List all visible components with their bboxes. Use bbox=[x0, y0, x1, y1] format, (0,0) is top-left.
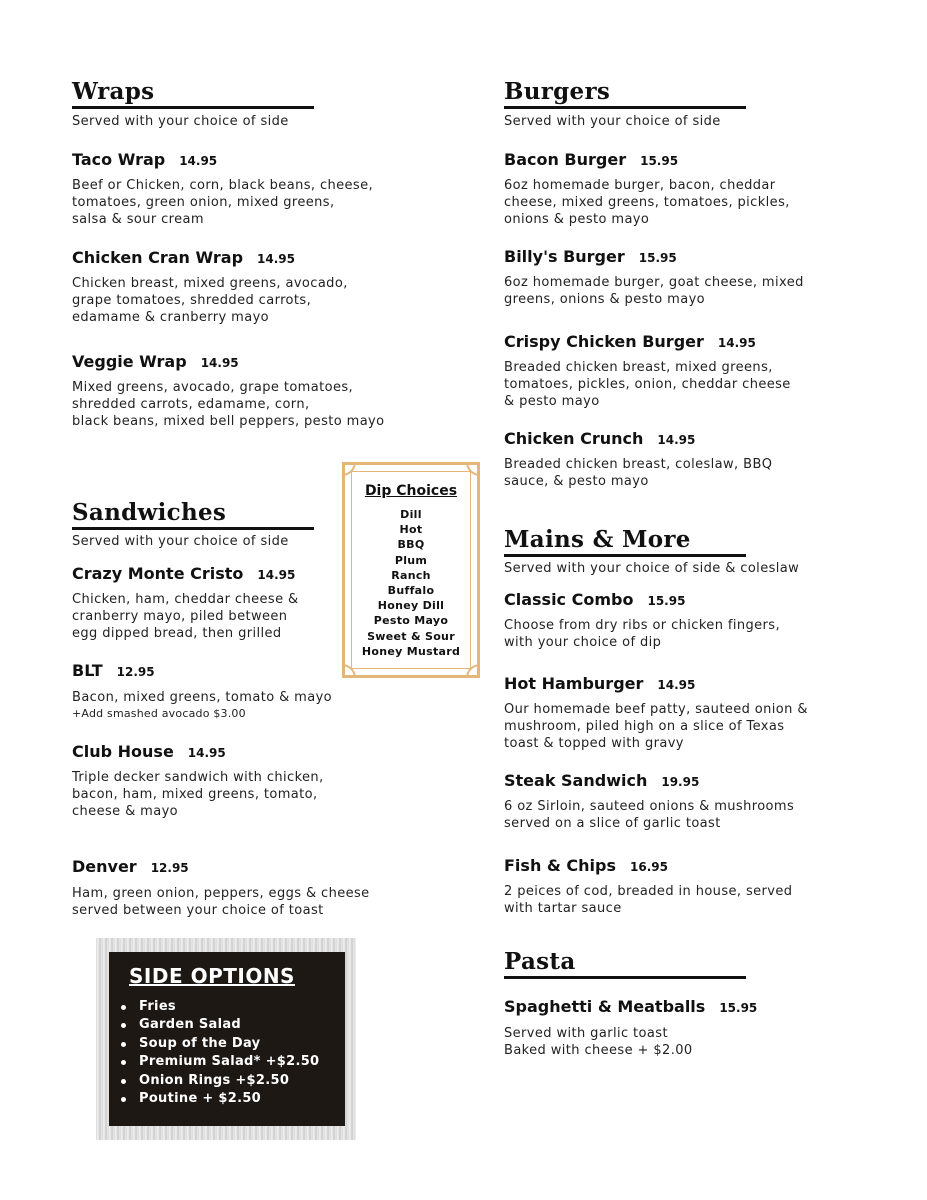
mains-subtitle: Served with your choice of side & coleslaw bbox=[504, 561, 800, 576]
menu-item-billys-burger bbox=[504, 247, 677, 266]
pasta-rule bbox=[504, 976, 746, 979]
desc-line: served between your choice of toast bbox=[72, 903, 324, 918]
item-description bbox=[504, 701, 808, 752]
desc-line: with tartar sauce bbox=[504, 901, 622, 916]
side-options-title: SIDE OPTIONS bbox=[129, 964, 295, 988]
dip-choices-list bbox=[345, 507, 477, 659]
item-name: Crispy Chicken Burger bbox=[504, 332, 704, 351]
desc-line: egg dipped bread, then grilled bbox=[72, 626, 282, 641]
item-price: 14.95 bbox=[257, 252, 295, 266]
item-name: Classic Combo bbox=[504, 590, 634, 609]
desc-line: cranberry mayo, piled between bbox=[72, 609, 288, 624]
desc-line: mushroom, piled high on a slice of Texas bbox=[504, 719, 785, 734]
item-name: Hot Hamburger bbox=[504, 674, 644, 693]
burgers-rule bbox=[504, 106, 746, 109]
desc-line: Served with garlic toast bbox=[504, 1026, 668, 1041]
item-name: Crazy Monte Cristo bbox=[72, 564, 244, 583]
item-name: Chicken Crunch bbox=[504, 429, 644, 448]
desc-line: bacon, ham, mixed greens, tomato, bbox=[72, 787, 318, 802]
item-name: Billy's Burger bbox=[504, 247, 625, 266]
side-option-item: Fries bbox=[119, 998, 319, 1016]
desc-line: Our homemade beef patty, sauteed onion & bbox=[504, 702, 808, 717]
desc-line: Chicken breast, mixed greens, avocado, bbox=[72, 276, 348, 291]
item-price: 14.95 bbox=[200, 356, 239, 370]
item-name: Fish & Chips bbox=[504, 856, 617, 875]
menu-item-crispy-chicken-burger bbox=[504, 332, 756, 351]
menu-item-denver bbox=[72, 857, 189, 876]
item-name: Taco Wrap bbox=[72, 150, 166, 169]
item-price: 14.95 bbox=[657, 433, 696, 447]
desc-line: 6 oz Sirloin, sauteed onions & mushrooms bbox=[504, 799, 795, 814]
menu-item-veggie-wrap bbox=[72, 352, 239, 371]
item-description bbox=[72, 591, 299, 642]
item-name: Veggie Wrap bbox=[72, 352, 187, 371]
item-description bbox=[72, 885, 370, 919]
item-price: 14.95 bbox=[717, 336, 756, 350]
desc-line: Chicken, ham, cheddar cheese & bbox=[72, 592, 299, 607]
mains-heading: Mains & More bbox=[504, 526, 691, 553]
desc-line: black beans, mixed bell peppers, pesto mayo bbox=[72, 414, 385, 429]
side-options-list bbox=[119, 998, 319, 1108]
desc-line: cheese & mayo bbox=[72, 804, 179, 819]
side-option-item: Garden Salad bbox=[119, 1016, 319, 1034]
desc-line: tomatoes, pickles, onion, cheddar cheese bbox=[504, 377, 791, 392]
dip-item: Sweet & Sour bbox=[367, 629, 455, 643]
desc-line: toast & topped with gravy bbox=[504, 736, 684, 751]
sandwiches-subtitle: Served with your choice of side bbox=[72, 534, 289, 549]
desc-line: Breaded chicken breast, coleslaw, BBQ bbox=[504, 457, 773, 472]
burgers-subtitle: Served with your choice of side bbox=[504, 114, 721, 129]
item-name: Spaghetti & Meatballs bbox=[504, 997, 706, 1016]
item-price: 14.95 bbox=[657, 678, 696, 692]
menu-item-hot-hamburger bbox=[504, 674, 695, 693]
pasta-heading: Pasta bbox=[504, 948, 576, 975]
item-description bbox=[72, 275, 348, 326]
dip-choices-title: Dip Choices bbox=[364, 483, 458, 499]
item-name: Chicken Cran Wrap bbox=[72, 248, 244, 267]
menu-item-fish-and-chips bbox=[504, 856, 668, 875]
item-name: Bacon Burger bbox=[504, 150, 627, 169]
dip-item: Hot bbox=[399, 523, 423, 537]
desc-line: Beef or Chicken, corn, black beans, cheese, bbox=[72, 178, 374, 193]
menu-item-chicken-crunch bbox=[504, 429, 695, 448]
menu-item-bacon-burger bbox=[504, 150, 678, 169]
item-price: 14.95 bbox=[187, 746, 226, 760]
desc-line: 6oz homemade burger, goat cheese, mixed bbox=[504, 275, 804, 290]
menu-item-steak-sandwich bbox=[504, 771, 699, 790]
wraps-heading: Wraps bbox=[72, 78, 155, 105]
item-description bbox=[504, 617, 780, 651]
desc-line: served on a slice of garlic toast bbox=[504, 816, 721, 831]
menu-item-classic-combo bbox=[504, 590, 685, 609]
menu-item-blt bbox=[72, 661, 155, 680]
desc-line: greens, onions & pesto mayo bbox=[504, 292, 706, 307]
item-description bbox=[72, 689, 332, 706]
desc-line: tomatoes, green onion, mixed greens, bbox=[72, 195, 335, 210]
wraps-rule bbox=[72, 106, 314, 109]
item-description bbox=[72, 379, 385, 430]
wraps-subtitle: Served with your choice of side bbox=[72, 114, 289, 129]
item-description bbox=[504, 1025, 693, 1059]
item-description bbox=[504, 359, 791, 410]
item-price: 16.95 bbox=[630, 860, 668, 874]
side-option-item: Soup of the Day bbox=[119, 1035, 319, 1053]
menu-item-club-house bbox=[72, 742, 226, 761]
desc-line: sauce, & pesto mayo bbox=[504, 474, 649, 489]
item-name: Denver bbox=[72, 857, 137, 876]
item-description bbox=[504, 883, 792, 917]
menu-item-chicken-cran-wrap bbox=[72, 248, 295, 267]
item-price: 15.95 bbox=[640, 154, 679, 168]
desc-line: cheese, mixed greens, tomatoes, pickles, bbox=[504, 195, 790, 210]
desc-line: salsa & sour cream bbox=[72, 212, 204, 227]
item-addon: +Add smashed avocado $3.00 bbox=[72, 707, 246, 720]
item-description bbox=[72, 769, 324, 820]
item-description bbox=[504, 798, 794, 832]
desc-line: Mixed greens, avocado, grape tomatoes, bbox=[72, 380, 354, 395]
menu-item-crazy-monte-cristo bbox=[72, 564, 295, 583]
dip-item: Honey Dill bbox=[377, 599, 445, 613]
desc-line: 6oz homemade burger, bacon, cheddar bbox=[504, 178, 776, 193]
sandwiches-heading: Sandwiches bbox=[72, 499, 227, 526]
desc-line: onions & pesto mayo bbox=[504, 212, 650, 227]
dip-item: Buffalo bbox=[387, 584, 435, 598]
item-price: 15.95 bbox=[647, 594, 686, 608]
item-price: 15.95 bbox=[638, 251, 677, 265]
dip-item: BBQ bbox=[397, 538, 425, 552]
desc-line: edamame & cranberry mayo bbox=[72, 310, 270, 325]
side-option-item: Premium Salad* +$2.50 bbox=[119, 1053, 319, 1071]
desc-line: Bacon, mixed greens, tomato & mayo bbox=[72, 690, 333, 705]
item-description bbox=[504, 274, 804, 308]
side-option-item: Onion Rings +$2.50 bbox=[119, 1072, 319, 1090]
dip-item: Dill bbox=[400, 508, 422, 521]
sandwiches-rule bbox=[72, 527, 314, 530]
item-description bbox=[504, 456, 772, 490]
desc-line: Choose from dry ribs or chicken fingers, bbox=[504, 618, 780, 633]
desc-line: & pesto mayo bbox=[504, 394, 600, 409]
desc-line: with your choice of dip bbox=[504, 635, 662, 650]
desc-line: Ham, green onion, peppers, eggs & cheese bbox=[72, 886, 370, 901]
menu-item-spaghetti-and-meatballs bbox=[504, 997, 757, 1016]
item-name: Club House bbox=[72, 742, 174, 761]
dip-item: Honey Mustard bbox=[361, 644, 461, 658]
item-description bbox=[504, 177, 790, 228]
desc-line: Breaded chicken breast, mixed greens, bbox=[504, 360, 773, 375]
dip-item: Pesto Mayo bbox=[373, 614, 449, 628]
item-name: BLT bbox=[72, 661, 103, 680]
side-option-item: Poutine + $2.50 bbox=[119, 1090, 319, 1108]
desc-line: grape tomatoes, shredded carrots, bbox=[72, 293, 312, 308]
item-price: 14.95 bbox=[257, 568, 296, 582]
item-name: Steak Sandwich bbox=[504, 771, 648, 790]
item-price: 15.95 bbox=[719, 1001, 758, 1015]
item-price: 14.95 bbox=[179, 154, 218, 168]
desc-line: Triple decker sandwich with chicken, bbox=[72, 770, 324, 785]
item-price: 12.95 bbox=[116, 665, 155, 679]
dip-item: Plum bbox=[394, 553, 428, 567]
burgers-heading: Burgers bbox=[504, 78, 611, 105]
desc-line: 2 peices of cod, breaded in house, served bbox=[504, 884, 793, 899]
desc-line: Baked with cheese + $2.00 bbox=[504, 1043, 693, 1058]
item-price: 19.95 bbox=[661, 775, 700, 789]
dip-choices-box bbox=[342, 462, 480, 678]
mains-rule bbox=[504, 554, 746, 557]
item-description bbox=[72, 177, 373, 228]
desc-line: shredded carrots, edamame, corn, bbox=[72, 397, 310, 412]
dip-item: Ranch bbox=[391, 568, 431, 582]
menu-item-taco-wrap bbox=[72, 150, 217, 169]
side-options-board bbox=[109, 952, 345, 1126]
item-price: 12.95 bbox=[150, 861, 189, 875]
